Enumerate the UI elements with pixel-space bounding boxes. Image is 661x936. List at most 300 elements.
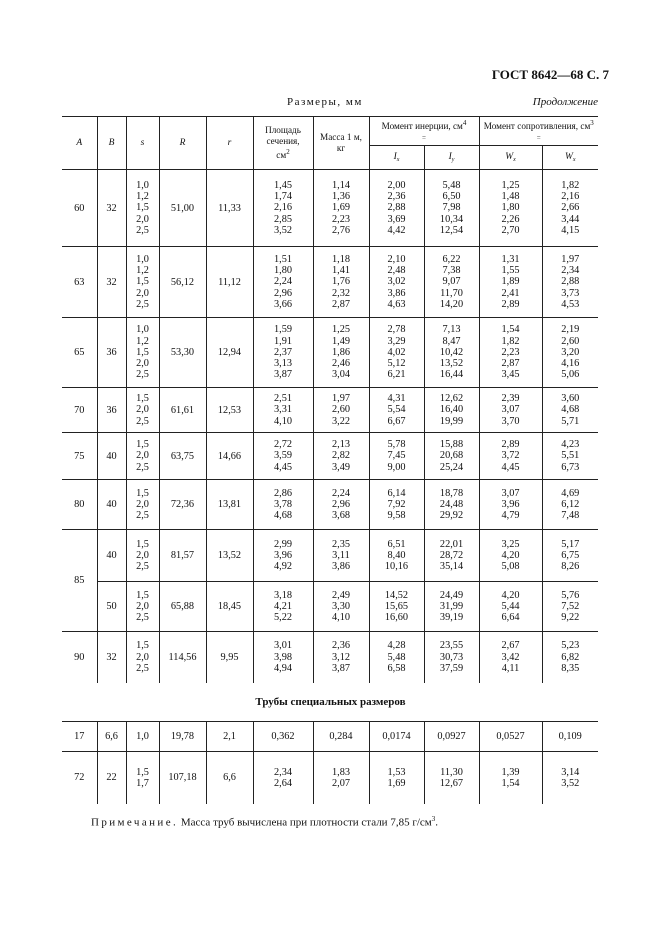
cell-value: 5,12 — [387, 358, 406, 370]
cell-value: 2,5 — [136, 612, 149, 624]
cell-value: 1,25 — [331, 324, 351, 336]
cell-value: 3,07 — [501, 404, 520, 416]
footnote-text: Масса труб вычислена при плотности стали 7,85 г/см — [180, 816, 432, 829]
cell-wx — [479, 388, 542, 433]
table-row — [62, 247, 598, 318]
cell-value: 7,52 — [561, 600, 580, 612]
cell-value: 2,49 — [331, 589, 351, 601]
cell-ix — [369, 722, 424, 752]
cell-value: 4,53 — [561, 298, 580, 310]
cell-value: 31,99 — [439, 600, 464, 612]
cell-a: 85 — [62, 530, 97, 632]
cell-value: 5,44 — [501, 600, 520, 612]
cell-value: 3,25 — [501, 538, 520, 550]
cell-value: 12,67 — [439, 777, 464, 789]
cell-value: 5,23 — [561, 640, 580, 652]
cell-value: 3,96 — [501, 498, 520, 510]
cell-value: 19,99 — [439, 415, 464, 427]
cell-value: 2,5 — [136, 298, 149, 310]
footnote-lead: Примечание. — [91, 816, 179, 829]
col-wy-header: $W_x$ — [542, 146, 598, 170]
cell-value: 2,88 — [561, 276, 580, 288]
cell-ix — [369, 530, 424, 582]
cell-ix — [369, 752, 424, 804]
cell-value: 2,00 — [387, 179, 406, 191]
cell-value: 6,82 — [561, 651, 580, 663]
cell-value: 2,39 — [501, 393, 520, 405]
cell-value: 1,83 — [331, 766, 351, 778]
col-mass-header: Масса 1 м, кг — [313, 117, 369, 170]
cell-value: 2,96 — [331, 498, 351, 510]
cell-value: 9,22 — [561, 612, 580, 624]
cell-mass — [313, 582, 369, 632]
cell-value: 10,42 — [439, 346, 464, 358]
cell-value: 0,109 — [558, 730, 582, 742]
cell-value: 1,97 — [331, 393, 351, 405]
cell-value: 14,52 — [384, 589, 409, 601]
cell-iy — [424, 388, 479, 433]
cell-value: 3,87 — [273, 369, 293, 381]
cell-value: 9,58 — [387, 510, 406, 522]
cell-r: 72,36 — [159, 480, 206, 530]
cell-iy — [424, 530, 479, 582]
continuation-label: Продолжение — [532, 96, 598, 108]
cell-value: 2,41 — [501, 287, 520, 299]
cell-ix — [369, 433, 424, 480]
cell-wx — [479, 318, 542, 388]
cell-value: 6,21 — [387, 369, 406, 381]
cell-s — [126, 388, 159, 433]
cell-value: 4,45 — [501, 461, 520, 473]
cell-value: 2,10 — [387, 253, 406, 265]
cell-value: 6,58 — [387, 662, 406, 674]
cell-value: 1,97 — [561, 253, 580, 265]
cell-value: 18,78 — [439, 487, 464, 499]
cell-value: 2,36 — [387, 191, 406, 203]
cell-value: 3,14 — [561, 766, 580, 778]
cell-b: 36 — [97, 318, 126, 388]
cell-s — [126, 433, 159, 480]
cell-value: 1,2 — [136, 265, 149, 277]
cell-value: 2,64 — [273, 777, 293, 789]
cell-r: 11,12 — [206, 247, 253, 318]
cell-value: 1,5 — [136, 439, 149, 451]
cell-value: 2,0 — [136, 651, 149, 663]
cell-value: 2,13 — [331, 439, 351, 451]
cell-iy — [424, 247, 479, 318]
table-row — [62, 722, 598, 752]
cell-value: 2,78 — [387, 324, 406, 336]
cell-value: 24,48 — [439, 498, 464, 510]
cell-value: 4,92 — [273, 561, 293, 573]
cell-value: 4,16 — [561, 358, 580, 370]
cell-value: 2,36 — [331, 640, 351, 652]
cell-s — [126, 247, 159, 318]
cell-value: 1,2 — [136, 335, 149, 347]
cell-value: 2,0 — [136, 600, 149, 612]
cell-value: 4,02 — [387, 346, 406, 358]
cell-value: 7,13 — [442, 324, 461, 336]
cell-r: 12,94 — [206, 318, 253, 388]
cell-value: 22,01 — [439, 538, 464, 550]
cell-area — [253, 170, 313, 247]
cell-value: 1,2 — [136, 191, 149, 203]
cell-value: 2,89 — [501, 439, 520, 451]
cell-value: 3,12 — [331, 651, 351, 663]
cell-r: 107,18 — [159, 752, 206, 804]
cell-r: 9,95 — [206, 632, 253, 683]
table-row — [62, 582, 598, 632]
cell-value: 2,46 — [331, 358, 351, 370]
cell-value: 1,5 — [136, 487, 149, 499]
cell-value: 4,21 — [273, 600, 293, 612]
cell-value: 2,48 — [387, 265, 406, 277]
cell-r: 61,61 — [159, 388, 206, 433]
cell-value: 3,78 — [273, 498, 293, 510]
cell-r: 51,00 — [159, 170, 206, 247]
cell-value: 2,0 — [136, 358, 149, 370]
cell-value: 5,22 — [273, 612, 293, 624]
col-area-header: Площадь сечения, $см^2$ — [253, 117, 313, 170]
cell-ix — [369, 170, 424, 247]
cell-value: 4,45 — [273, 461, 293, 473]
cell-r: 18,45 — [206, 582, 253, 632]
cell-value: 2,0 — [136, 498, 149, 510]
cell-ix — [369, 318, 424, 388]
cell-value: 4,94 — [273, 662, 293, 674]
cell-value: 2,19 — [561, 324, 580, 336]
cell-iy — [424, 170, 479, 247]
cell-r: 12,53 — [206, 388, 253, 433]
cell-value: 3,86 — [387, 287, 406, 299]
cell-a: 75 — [62, 433, 97, 480]
cell-value: 4,10 — [273, 415, 293, 427]
cell-value: 3,20 — [561, 346, 580, 358]
cell-wy — [542, 388, 598, 433]
cell-value: 1,80 — [273, 265, 293, 277]
cell-r: 65,88 — [159, 582, 206, 632]
cell-value: 3,52 — [273, 224, 293, 236]
cell-ix — [369, 388, 424, 433]
cell-mass — [313, 247, 369, 318]
resistance-header: Момент сопротивления, $см^3$ = — [479, 117, 598, 146]
cell-value: 1,25 — [501, 179, 520, 191]
cell-area — [253, 752, 313, 804]
cell-value: 6,50 — [442, 191, 461, 203]
col-ix-header: $I_x$ — [369, 146, 424, 170]
cell-iy — [424, 752, 479, 804]
cell-value: 1,89 — [501, 276, 520, 288]
cell-value: 15,88 — [439, 439, 464, 451]
cell-value: 1,5 — [136, 589, 149, 601]
cell-value: 8,35 — [561, 662, 580, 674]
cell-value: 3,31 — [273, 404, 293, 416]
cell-value: 0,362 — [271, 730, 295, 742]
cell-value: 1,74 — [273, 191, 293, 203]
cell-value: 1,39 — [501, 766, 520, 778]
cell-r: 13,52 — [206, 530, 253, 582]
cell-value: 1,80 — [501, 202, 520, 214]
table-row — [62, 433, 598, 480]
cell-mass — [313, 433, 369, 480]
cell-ix — [369, 632, 424, 683]
cell-mass — [313, 388, 369, 433]
cell-value: 1,5 — [136, 202, 149, 214]
cell-value: 10,34 — [439, 213, 464, 225]
cell-area — [253, 318, 313, 388]
cell-wy — [542, 318, 598, 388]
cell-value: 1,41 — [331, 265, 351, 277]
cell-s — [126, 170, 159, 247]
cell-value: 4,11 — [501, 662, 520, 674]
cell-wx — [479, 433, 542, 480]
cell-value: 4,63 — [387, 298, 406, 310]
cell-value: 2,72 — [273, 439, 293, 451]
cell-value: 6,64 — [501, 612, 520, 624]
cell-iy — [424, 582, 479, 632]
cell-value: 16,60 — [384, 612, 409, 624]
cell-value: 1,5 — [136, 276, 149, 288]
col-wx-header: $W_x$ — [479, 146, 542, 170]
cell-area — [253, 632, 313, 683]
cell-value: 2,87 — [501, 358, 520, 370]
cell-value: 2,67 — [501, 640, 520, 652]
cell-mass — [313, 170, 369, 247]
cell-a: 60 — [62, 170, 97, 247]
page-header: ГОСТ 8642—68 С. 7 — [491, 67, 609, 82]
cell-value: 3,96 — [273, 549, 293, 561]
cell-value: 2,24 — [331, 487, 351, 499]
cell-value: 2,85 — [273, 213, 293, 225]
cell-value: 7,98 — [442, 202, 461, 214]
cell-value: 6,67 — [387, 415, 406, 427]
cell-value: 1,53 — [387, 766, 406, 778]
table-caption — [62, 96, 598, 110]
cell-s — [126, 480, 159, 530]
cell-b: 32 — [97, 632, 126, 683]
cell-value: 1,14 — [331, 179, 351, 191]
cell-value: 3,49 — [331, 461, 351, 473]
cell-value: 3,04 — [331, 369, 351, 381]
cell-value: 4,79 — [501, 510, 520, 522]
cell-value: 2,5 — [136, 510, 149, 522]
cell-value: 9,00 — [387, 461, 406, 473]
cell-r: 6,6 — [206, 752, 253, 804]
cell-value: 4,15 — [561, 224, 580, 236]
cell-r: 56,12 — [159, 247, 206, 318]
cell-value: 2,23 — [331, 213, 351, 225]
cell-wy — [542, 530, 598, 582]
cell-value: 23,55 — [439, 640, 464, 652]
cell-r: 11,33 — [206, 170, 253, 247]
cell-wy — [542, 170, 598, 247]
cell-value: 1,51 — [273, 253, 293, 265]
cell-value: 5,17 — [561, 538, 580, 550]
cell-value: 14,20 — [439, 298, 464, 310]
cell-value: 6,22 — [442, 253, 461, 265]
cell-value: 1,91 — [273, 335, 293, 347]
cell-value: 5,76 — [561, 589, 580, 601]
cell-r: 14,66 — [206, 433, 253, 480]
cell-value: 4,23 — [561, 439, 580, 451]
cell-wx — [479, 247, 542, 318]
cell-value: 0,0527 — [496, 730, 525, 742]
table-row — [62, 318, 598, 388]
cell-iy — [424, 722, 479, 752]
cell-value: 2,35 — [331, 538, 351, 550]
cell-value: 29,92 — [439, 510, 464, 522]
cell-a: 65 — [62, 318, 97, 388]
cell-value: 2,07 — [331, 777, 351, 789]
cell-a: 70 — [62, 388, 97, 433]
cell-value: 2,82 — [331, 450, 351, 462]
cell-wy — [542, 247, 598, 318]
cell-mass — [313, 480, 369, 530]
cell-value: 1,59 — [273, 324, 293, 336]
cell-value: 3,07 — [501, 487, 520, 499]
cell-value: 2,60 — [561, 335, 580, 347]
cell-value: 1,7 — [136, 777, 149, 789]
cell-value: 3,60 — [561, 393, 580, 405]
cell-value: 6,75 — [561, 549, 580, 561]
cell-b: 40 — [97, 530, 126, 582]
cell-value: 1,86 — [331, 346, 351, 358]
cell-iy — [424, 480, 479, 530]
cell-value: 0,0174 — [382, 730, 411, 742]
cell-value: 4,20 — [501, 589, 520, 601]
cell-wx — [479, 170, 542, 247]
main-table — [62, 116, 598, 683]
cell-value: 1,0 — [136, 179, 149, 191]
cell-value: 1,5 — [136, 640, 149, 652]
table-row — [62, 530, 598, 582]
cell-r: 19,78 — [159, 722, 206, 752]
cell-value: 2,0 — [136, 450, 149, 462]
cell-b: 40 — [97, 480, 126, 530]
cell-area — [253, 582, 313, 632]
cell-value: 2,60 — [331, 404, 351, 416]
cell-value: 1,0 — [136, 730, 149, 742]
cell-value: 3,02 — [387, 276, 406, 288]
cell-r: 2,1 — [206, 722, 253, 752]
cell-value: 2,0 — [136, 404, 149, 416]
cell-value: 2,87 — [331, 298, 351, 310]
col-a-header: A — [62, 117, 97, 170]
table-row — [62, 632, 598, 683]
cell-value: 3,29 — [387, 335, 406, 347]
inertia-header: Момент инерции, $см^4$ = — [369, 117, 479, 146]
cell-value: 20,68 — [439, 450, 464, 462]
cell-value: 2,0 — [136, 213, 149, 225]
cell-a: 63 — [62, 247, 97, 318]
cell-mass — [313, 752, 369, 804]
cell-value: 1,36 — [331, 191, 351, 203]
cell-value: 3,70 — [501, 415, 520, 427]
cell-value: 3,44 — [561, 213, 580, 225]
cell-a: 17 — [62, 722, 97, 752]
cell-value: 3,72 — [501, 450, 520, 462]
cell-wy — [542, 632, 598, 683]
cell-value: 7,38 — [442, 265, 461, 277]
cell-iy — [424, 632, 479, 683]
cell-value: 4,68 — [273, 510, 293, 522]
footnote: Примечание. Масса труб вычислена при плотности стали 7,85 $г/см^3$. — [91, 815, 438, 829]
cell-value: 3,68 — [331, 510, 351, 522]
cell-value: 12,54 — [439, 224, 464, 236]
cell-value: 11,70 — [440, 287, 463, 299]
cell-value: 7,92 — [387, 498, 406, 510]
cell-value: 3,73 — [561, 287, 580, 299]
cell-value: 1,49 — [331, 335, 351, 347]
cell-area — [253, 247, 313, 318]
cell-value: 7,48 — [561, 510, 580, 522]
cell-value: 9,07 — [442, 276, 461, 288]
cell-value: 0,284 — [329, 730, 353, 742]
cell-value: 6,12 — [561, 498, 580, 510]
cell-area — [253, 722, 313, 752]
cell-value: 3,98 — [273, 651, 293, 663]
cell-value: 2,66 — [561, 202, 580, 214]
cell-value: 6,73 — [561, 461, 580, 473]
cell-value: 5,08 — [501, 561, 520, 573]
cell-value: 4,68 — [561, 404, 580, 416]
cell-value: 4,10 — [331, 612, 351, 624]
col-s-header: s — [126, 117, 159, 170]
cell-value: 2,96 — [273, 287, 293, 299]
cell-value: 2,51 — [273, 393, 293, 405]
cell-b: 6,6 — [97, 722, 126, 752]
cell-value: 39,19 — [439, 612, 464, 624]
table-row — [62, 480, 598, 530]
cell-value: 35,14 — [439, 561, 464, 573]
cell-value: 3,66 — [273, 298, 293, 310]
cell-value: 28,72 — [439, 549, 464, 561]
cell-value: 1,54 — [501, 324, 520, 336]
cell-value: 2,88 — [387, 202, 406, 214]
cell-value: 3,86 — [331, 561, 351, 573]
cell-value: 2,5 — [136, 415, 149, 427]
cell-value: 2,34 — [273, 766, 293, 778]
units-caption: Размеры, мм — [287, 96, 363, 108]
cell-value: 5,48 — [387, 651, 406, 663]
cell-r: 114,56 — [159, 632, 206, 683]
cell-s — [126, 530, 159, 582]
cell-b: 22 — [97, 752, 126, 804]
cell-value: 16,40 — [439, 404, 464, 416]
cell-wy — [542, 722, 598, 752]
cell-value: 1,0 — [136, 324, 149, 336]
cell-value: 25,24 — [439, 461, 464, 473]
cell-area — [253, 530, 313, 582]
cell-value: 0,0927 — [437, 730, 466, 742]
cell-value: 4,20 — [501, 549, 520, 561]
special-sizes-title: Трубы специальных размеров — [255, 696, 406, 708]
cell-wy — [542, 582, 598, 632]
cell-mass — [313, 632, 369, 683]
col-r-big-header: R — [159, 117, 206, 170]
cell-value: 3,45 — [501, 369, 520, 381]
cell-value: 1,69 — [387, 777, 406, 789]
cell-value: 1,54 — [501, 777, 520, 789]
cell-r: 63,75 — [159, 433, 206, 480]
cell-ix — [369, 247, 424, 318]
cell-value: 2,32 — [331, 287, 351, 299]
cell-value: 2,0 — [136, 287, 149, 299]
cell-value: 4,69 — [561, 487, 580, 499]
cell-value: 8,47 — [442, 335, 461, 347]
cell-s — [126, 318, 159, 388]
cell-iy — [424, 433, 479, 480]
